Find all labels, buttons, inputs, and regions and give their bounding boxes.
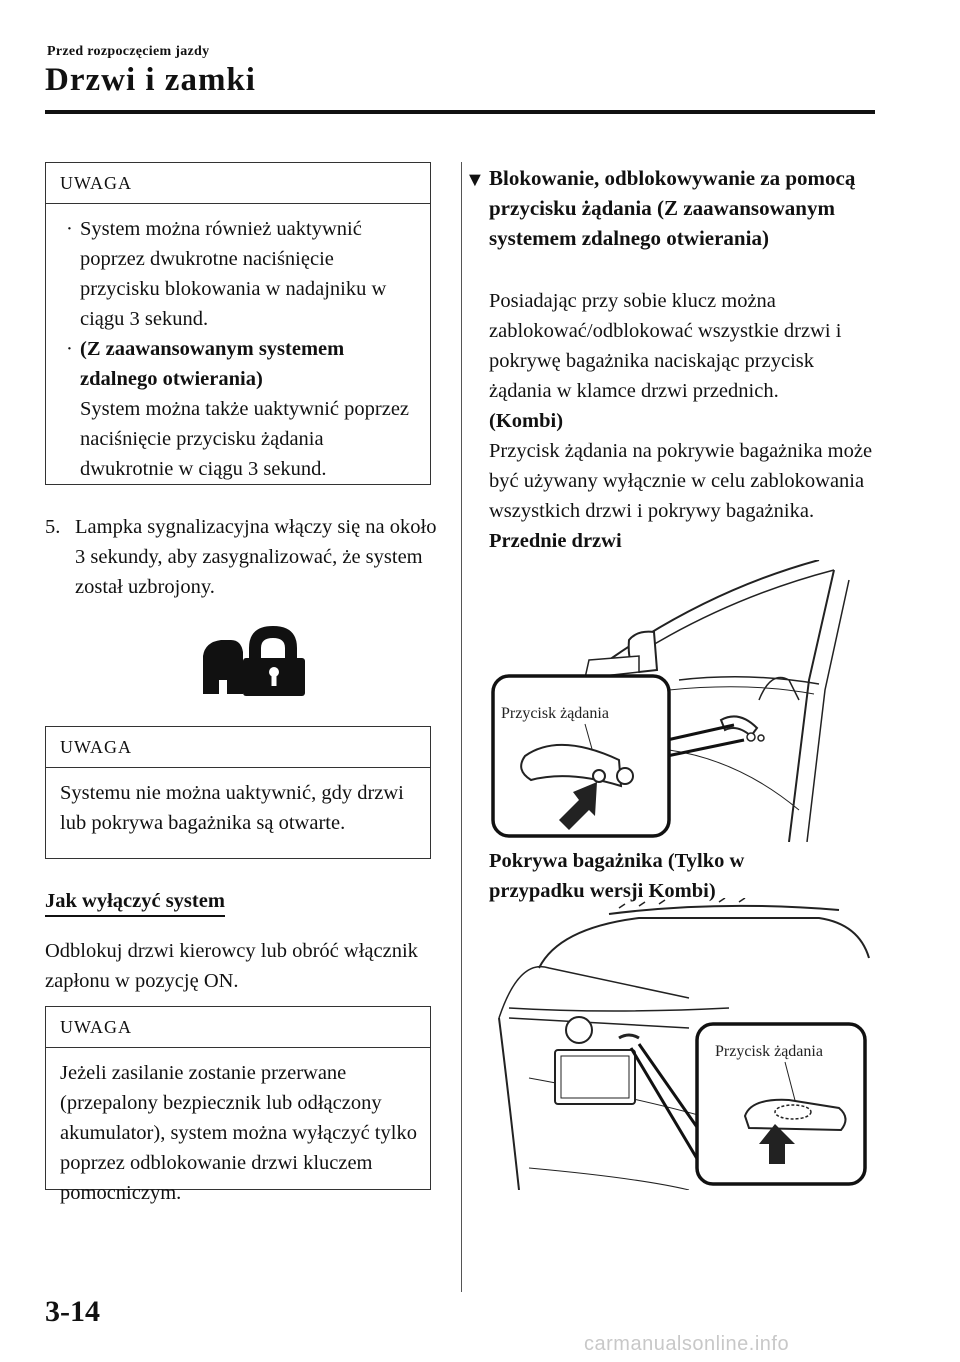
note-bullet-1: · System można również uaktywnić poprzez dwukrotne naciśnięcie przycisku blokowania w nadajniku w ciągu 3 sekund. xyxy=(60,214,418,334)
note-box-2 xyxy=(45,726,431,859)
front-doors-caption: Przednie drzwi xyxy=(489,530,622,552)
note-heading: UWAGA xyxy=(46,727,430,768)
note-box-1 xyxy=(45,162,431,485)
breadcrumb: Przed rozpoczęciem jazdy xyxy=(47,44,210,59)
note-bullet-2-text: System można także uaktywnić poprzez naciśnięcie przycisku żądania dwukrotnie w ciągu 3 sekund. xyxy=(80,398,410,480)
kombi-label: (Kombi) xyxy=(489,410,564,432)
page-title: Drzwi i zamki xyxy=(45,62,256,98)
right-paragraph-2: Przycisk żądania na pokrywie bagażnika może być używany wyłącznie w celu zablokowania wszystkich drzwi i pokrywy bagażnika. xyxy=(489,440,873,522)
right-paragraph-1: Posiadając przy sobie klucz można zablokować/odblokować wszystkie drzwi i pokrywę bagażnika naciskając przycisk żądania w klamce drzwi przednich. xyxy=(489,290,842,402)
note-heading: UWAGA xyxy=(46,1007,430,1048)
triangle-marker-icon: ▼ xyxy=(465,169,485,191)
right-text-block xyxy=(489,286,879,556)
note-heading: UWAGA xyxy=(46,163,430,204)
page-number: 3-14 xyxy=(45,1295,100,1328)
section-heading-text: Blokowanie, odblokowywanie za pomocą przycisku żądania (Z zaawansowanym systemem zdalnego otwierania) xyxy=(489,166,856,250)
note-box-3 xyxy=(45,1006,431,1204)
section-heading xyxy=(465,163,869,253)
header-rule xyxy=(45,110,875,114)
front-door-illustration xyxy=(489,560,875,842)
step-text: Lampka sygnalizacyjna włączy się na około 3 sekundy, aby zasygnalizować, że system został uzbrojony. xyxy=(75,516,437,598)
note-text: Jeżeli zasilanie zostanie przerwane (przepalony bezpiecznik lub odłączony akumulator), system można wyłączyć tylko poprzez odblokowanie drzwi kluczem pomocniczym. xyxy=(60,1062,417,1204)
trunk-caption: Pokrywa bagażnika (Tylko w przypadku wersji Kombi) xyxy=(489,850,745,902)
note-bullet-2-bold: (Z zaawansowanym systemem zdalnego otwierania) xyxy=(80,338,345,390)
step-5 xyxy=(45,512,445,602)
section-subheading: Jak wyłączyć system xyxy=(45,890,225,917)
disarm-paragraph: Odblokuj drzwi kierowcy lub obróć włącznik zapłonu w pozycję ON. xyxy=(45,940,418,992)
watermark: carmanualsonline.info xyxy=(584,1333,790,1355)
column-divider xyxy=(461,162,462,1292)
front-button-label: Przycisk żądania xyxy=(501,705,609,722)
step-number: 5. xyxy=(45,516,61,538)
note-bullet-2 xyxy=(60,334,418,484)
trunk-illustration xyxy=(489,898,875,1190)
security-indicator-icon xyxy=(197,618,307,698)
note-text: Systemu nie można uaktywnić, gdy drzwi lub pokrywa bagażnika są otwarte. xyxy=(60,782,404,834)
trunk-button-label: Przycisk żądania xyxy=(715,1043,823,1060)
